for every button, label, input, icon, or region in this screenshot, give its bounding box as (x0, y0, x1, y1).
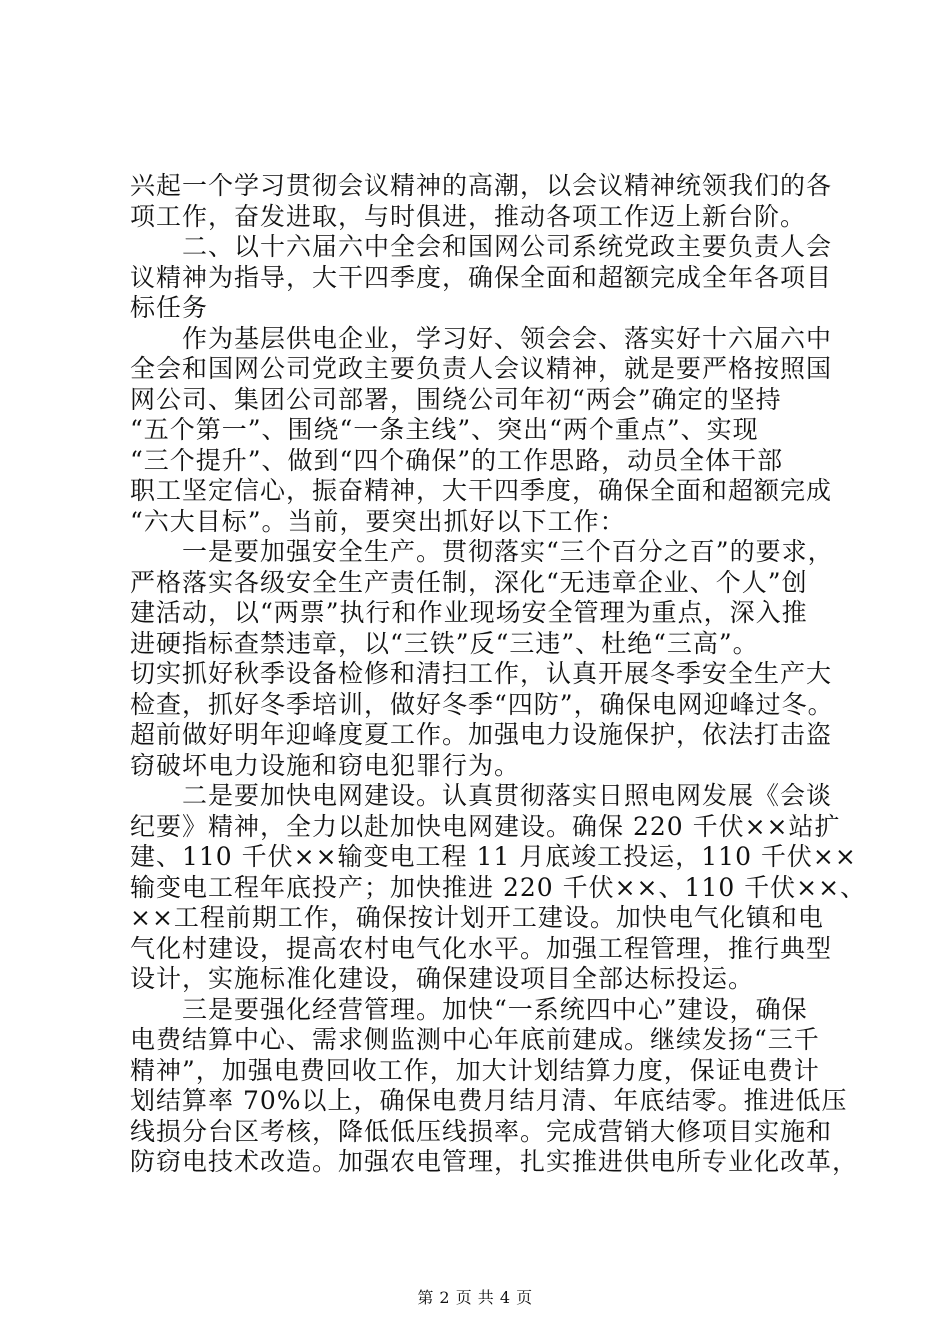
text-line: 防窃电技术改造。加强农电管理，扎实推进供电所专业化改革， (130, 1147, 859, 1176)
text-line: 进硬指标查禁违章，以“三铁”反“三违”、杜绝“三高”。 (130, 628, 759, 658)
text-line: 二、以十六届六中全会和国网公司系统党政主要负责人会 (130, 232, 833, 261)
text-line: 兴起一个学习贯彻会议精神的高潮，以会议精神统领我们的各 (130, 171, 833, 200)
text-line: 切实抓好秋季设备检修和清扫工作，认真开展冬季安全生产大 (130, 659, 833, 688)
text-line: 二是要加快电网建设。认真贯彻落实日照电网发展《会谈 (130, 781, 833, 810)
text-line: 网公司、集团公司部署，围绕公司年初“两会”确定的坚持 (130, 384, 782, 414)
text-line: 项工作，奋发进取，与时俱进，推动各项工作迈上新台阶。 (130, 201, 807, 231)
text-line: 精神”，加强电费回收工作，加大计划结算力度，保证电费计 (130, 1055, 820, 1085)
text-line: 线损分台区考核，降低低压线损率。完成营销大修项目实施和 (130, 1116, 833, 1146)
text-line: 建活动，以“两票”执行和作业现场安全管理为重点，深入推 (130, 598, 808, 627)
text-line: 标任务 (130, 293, 209, 322)
text-line: 三是要强化经营管理。加快“一系统四中心”建设，确保 (130, 994, 808, 1024)
text-line: 议精神为指导，大干四季度，确保全面和超额完成全年各项目 (130, 262, 833, 292)
text-line: 检查，抓好冬季培训，做好冬季“四防”，确保电网迎峰过冬。 (130, 689, 834, 719)
text-line: 纪要》精神，全力以赴加快电网建设。确保 220 千伏××站扩 (130, 811, 841, 841)
page-footer: 第 2 页 共 4 页 (417, 1288, 533, 1307)
text-line: “三个提升”、做到“四个确保”的工作思路，动员全体干部 (130, 445, 784, 475)
text-line: 设计，实施标准化建设，确保建设项目全部达标投运。 (130, 964, 755, 993)
text-line: 严格落实各级安全生产责任制，深化“无违章企业、个人”创 (130, 567, 808, 597)
text-line: 全会和国网公司党政主要负责人会议精神，就是要严格按照国 (130, 354, 833, 383)
text-line: 建、110 千伏××输变电工程 11 月底竣工投运，110 千伏×× (130, 842, 857, 871)
text-line: 超前做好明年迎峰度夏工作。加强电力设施保护，依法打击盗 (130, 720, 833, 749)
text-line: 作为基层供电企业，学习好、领会会、落实好十六届六中 (130, 323, 833, 353)
text-line: 划结算率 70%以上，确保电费月结月清、年底结零。推进低压 (130, 1086, 848, 1115)
text-line: “六大目标”。当前，要突出抓好以下工作： (130, 506, 626, 536)
text-line: 一是要加强安全生产。贯彻落实“三个百分之百”的要求， (130, 537, 834, 566)
text-line: ××工程前期工作，确保按计划开工建设。加快电气化镇和电 (130, 903, 824, 932)
body-text (130, 171, 867, 1178)
text-line: 电费结算中心、需求侧监测中心年底前建成。继续发扬“三千 (130, 1025, 820, 1054)
text-line: 气化村建设，提高农村电气化水平。加强工程管理，推行典型 (130, 933, 833, 963)
text-line: 窃破坏电力设施和窃电犯罪行为。 (130, 750, 521, 780)
text-line: 职工坚定信心，振奋精神，大干四季度，确保全面和超额完成 (130, 476, 833, 505)
text-line: 输变电工程年底投产；加快推进 220 千伏××、110 千伏××、 (130, 872, 867, 902)
text-line: “五个第一”、围绕“一条主线”、突出“两个重点”、实现 (130, 415, 759, 444)
